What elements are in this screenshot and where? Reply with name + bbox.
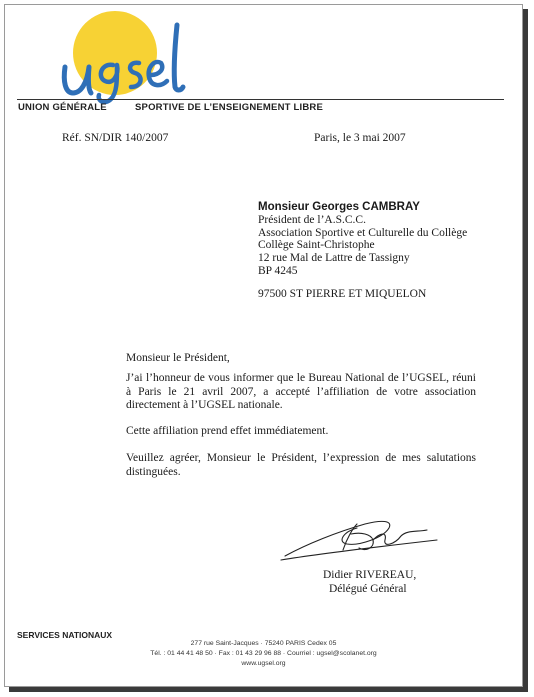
date-line: Paris, le 3 mai 2007 <box>314 132 406 144</box>
recipient-address <box>258 201 467 278</box>
recipient-name: Monsieur Georges CAMBRAY <box>258 201 420 213</box>
handwritten-signature <box>277 510 442 565</box>
footer-website: www.ugsel.org <box>241 660 286 667</box>
recipient-line: BP 4245 <box>258 264 298 277</box>
header-rule <box>17 99 504 100</box>
body-paragraph-2: Cette affiliation prend effet immédiatement. <box>126 425 329 437</box>
reference-number: Réf. SN/DIR 140/2007 <box>62 132 169 144</box>
signer-title: Délégué Général <box>329 583 407 595</box>
letter-page <box>4 4 523 687</box>
logo-wordmark: ugsel <box>5 5 8 6</box>
recipient-line: Association Sportive et Culturelle du Collège <box>258 226 468 239</box>
body-paragraph-3: Veuillez agréer, Monsieur le Président, l’expression de mes salutations distinguées. <box>126 452 476 478</box>
footer-contact: Tél. : 01 44 41 48 50 · Fax : 01 43 29 96 88 · Courriel : ugsel@scolanet.org <box>150 650 377 657</box>
org-name-left: UNION GÉNÉRALE <box>18 102 107 113</box>
recipient-line: Président de l’A.S.C.C. <box>258 213 366 226</box>
services-label: SERVICES NATIONAUX <box>17 630 113 640</box>
footer <box>5 639 522 669</box>
signer-name: Didier RIVEREAU, <box>323 569 417 581</box>
footer-address: 277 rue Saint-Jacques · 75240 PARIS Cedex 05 <box>190 640 337 647</box>
org-name-right: SPORTIVE DE L’ENSEIGNEMENT LIBRE <box>135 102 323 113</box>
recipient-line: Collège Saint-Christophe <box>258 239 375 252</box>
signer-block <box>323 568 416 596</box>
salutation: Monsieur le Président, <box>126 352 230 364</box>
body-paragraph-1: J’ai l’honneur de vous informer que le Bureau National de l’UGSEL, réuni à Paris le 21 avril 2007, a accepté l’affiliation de votre association directement à l’UGSEL nationale. <box>126 372 476 411</box>
recipient-line: 12 rue Mal de Lattre de Tassigny <box>258 252 410 265</box>
recipient-city: 97500 ST PIERRE ET MIQUELON <box>258 288 427 300</box>
